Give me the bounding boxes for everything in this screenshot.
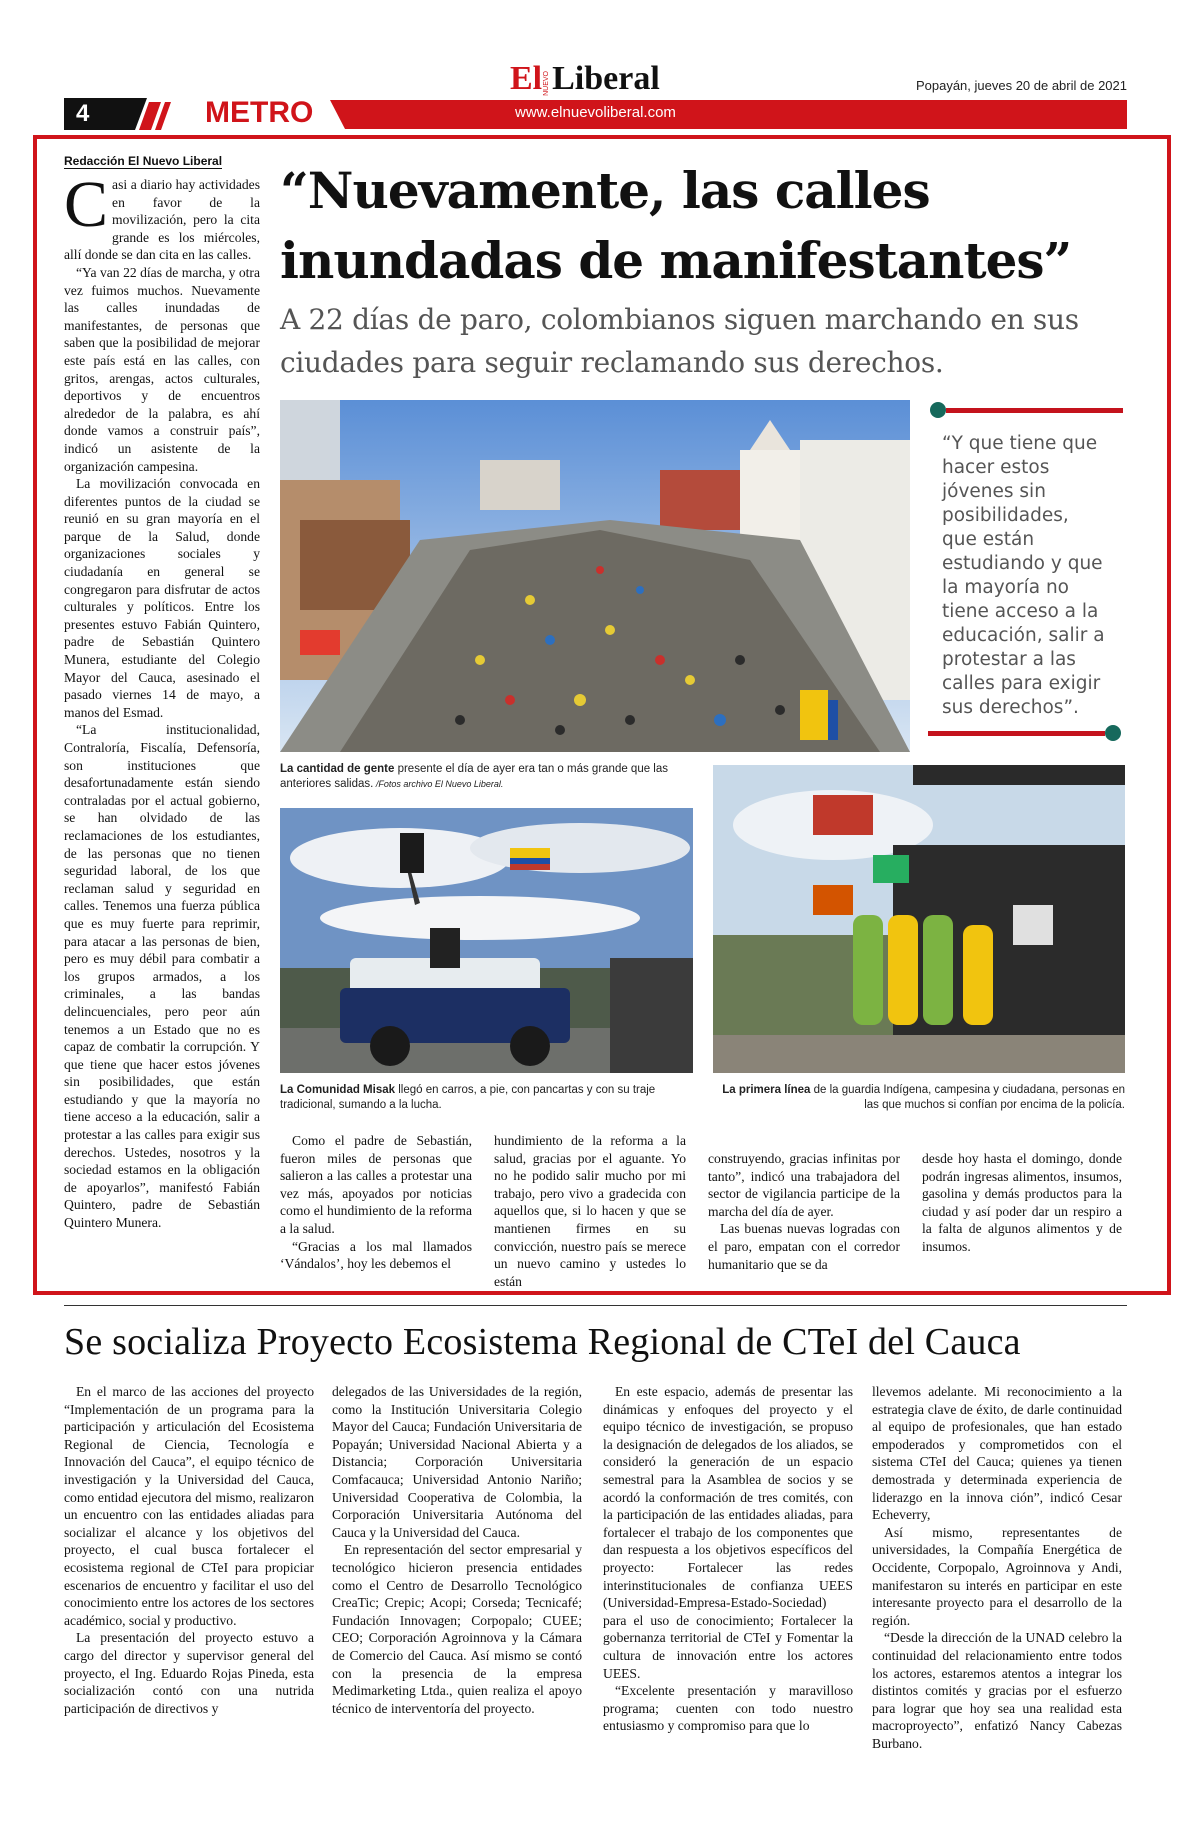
pullquote-rule-bottom [928, 731, 1105, 736]
paragraph: En el marco de las acciones del proyecto “Implementación de un programa para la participación y articulación del Ecosistema Regional de Ciencia, Tecnología e Innovación del Cauca”, el equipo técnico de investigación y la Universidad del Cauca, como entidad ejecutora del mismo, realizaron un encuentro con las entidades aliadas para socializar el alcance y los objetivos del proyecto, el cual busca fortalecer el ecosistema regional de CTeI para propiciar escenarios de encuentro y facilitar el uso del conocimiento entre los actores de los sectores académico, social y productivo. [64, 1384, 314, 1628]
page-number: 4 [64, 98, 179, 130]
caption-primera-linea: La primera línea de la guardia Indígena, campesina y ciudadana, personas en las que muchos si confían por encima de la policía. [722, 1084, 1125, 1111]
paragraph: “Desde la dirección de la UNAD celebro la continuidad del relacionamiento entre todos los actores, estaremos atentos a integrar los distintos comités y gracias por el esfuerzo para lograr que hoy sea una realidad esta macroproyecto”, enfatizó Nancy Cabezas Burbano. [872, 1630, 1122, 1751]
logo-el: El [510, 60, 543, 97]
header-red-bar [345, 100, 1127, 129]
paragraph: desde hoy hasta el domingo, donde podrán ingresas alimentos, insumos, gasolina y demás productos para la ciudad y así poder dar un respiro a la falta de algunos alimentos y de insumos. [922, 1151, 1122, 1254]
story2-column-4 [872, 1383, 1122, 1752]
header-bar-cut [330, 100, 345, 129]
story2-column-1 [64, 1383, 314, 1717]
drop-cap: C [64, 168, 109, 241]
subheadline: A 22 días de paro, colombianos siguen marchando en sus ciudades para seguir reclamando sus derechos. [280, 303, 1079, 379]
pullquote-dot-bottom [1105, 725, 1121, 741]
paragraph: En este espacio, además de presentar las dinámicas y enfoques del proyecto y el equipo técnico de investigación, se propuso la designación de delegados de los aliados, se consideró la generación de un espacio semestral para la Asamblea de socios y se acordó la conformación de tres comités, con la participación de las entidades aliadas, para fortalecer el trabajo de los componentes que dan respuesta a los objetivos específicos del proyecto: Fortalecer las redes interinstitucionales de confianza UEES (Universidad-Empresa-Estado-Sociedad) para el uso de conocimiento; Fortalecer la gobernanza territorial de CTeI y Fomentar la cultura de innovación entre los actores UEES. [603, 1384, 853, 1681]
paragraph: construyendo, gracias infinitas por tanto”, indicó una trabajadora del sector de vigilancia participe de la marcha del día de ayer. [708, 1151, 900, 1219]
paragraph: Como el padre de Sebastián, fueron miles de personas que salieron a las calles a protestar una vez más, apoyados por noticias como el hundimiento de la reforma a la salud. [280, 1133, 472, 1236]
headline: “Nuevamente, las calles inundadas de manifestantes” [280, 161, 1072, 290]
caption-misak: La Comunidad Misak llegó en carros, a pie, con pancartas y con su traje tradicional, sumando a la lucha. [280, 1084, 656, 1111]
paragraph: llevemos adelante. Mi reconocimiento a la estrategia clave de éxito, de darle continuidad al equipo de profesionales, que han estado empoderados y comprometidos con el sistema CTeI del Cauca; quienes ya tienen demostrada y determinada experiencia de liderazgo en la innova ción”, indicó Cesar Echeverry, [872, 1384, 1122, 1523]
paragraph: “Excelente presentación y maravilloso programa; cuenten con todo nuestro entusiasmo y compromiso para que lo [603, 1683, 853, 1734]
paragraph: Así mismo, representantes de universidades, la Compañía Energética de Occidente, Corpopalo, Agroinnova y Andi, manifestaron su interés en participar en este interesante proyecto para el desarrollo de la región. [872, 1524, 1122, 1628]
dateline: Popayán, jueves 20 de abril de 2021 [915, 78, 1127, 93]
page-number-stripes [125, 98, 185, 130]
paragraph: La movilización convocada en diferentes puntos de la ciudad se reunió en su gran mayoría en el parque de la Salud, donde organizaciones sociales y ciudadanía en general se congregaron para disfrutar de actos culturales y políticos. Entre los presentes estuvo Fabián Quintero, padre de Sebastián Quintero Munera, estudiante del Colegio Mayor del Cauca, asesinado el pasado viernes 14 de mayo, a manos del Esmad. [64, 476, 260, 720]
story2-column-3 [603, 1383, 853, 1735]
paragraph: La presentación del proyecto estuvo a cargo del director y supervisor general del proyecto, el Ing. Eduardo Rojas Pineda, esta socialización contó con una nutrida participación de directivos y [64, 1630, 314, 1716]
article-column-3 [494, 1132, 686, 1290]
paragraph: hundimiento de la reforma a la salud, gracias por el aguante. Yo no he podido salir mucho por mi trabajo, pero vivo a gradecida con aquellos que, si lo hacen y que se mantienen firmes en su convicción, nuestro país se merece un nuevo camino y ustedes lo están [494, 1133, 686, 1289]
paragraph: En representación del sector empresarial y tecnológico hicieron presencia entidades como el Centro de Desarrollo Tecnológico CreaTic; Crepic; Acopi; Corseda; Tecnicafé; Fundación Innovagen; Corpopalo; CUEE; CEO; Corporación Agroinnova y la Cámara de Comercio del Cauca. Así mismo se contó con la presencia de la empresa Medimarketing Ltda., quien realiza el apoyo técnico de interventoría del proyecto. [332, 1542, 582, 1716]
paragraph: Las buenas nuevas logradas con el paro, empatan con el corredor humanitario que se da [708, 1221, 900, 1272]
masthead-logo[interactable] [510, 62, 660, 96]
pullquote-dot-top [930, 402, 946, 418]
site-url[interactable]: www.elnuevoliberal.com [515, 104, 676, 121]
article-column-2 [280, 1132, 472, 1273]
paragraph: “La institucionalidad, Contraloría, Fiscalía, Defensoría, son instituciones que desafortunadamente están siendo contraladas por el actual gobierno, se han olvidado de las reclamaciones de los estudiantes, de las personas que no tienen seguridad laboral, de los que reclaman salud y seguridad en calles. Tenemos una fuerza pública que es muy fuerte para reprimir, para atacar a las personas de bien, pero es muy débil para combatir a los grupos armados, a los criminales, a las bandas delincuenciales, pero peor aún tenemos a un Estado que no es capaz de combatir la corrupción. Y que tiene que hacer estos jóvenes sin posibilidades, que están estudiando y que la mayoría no tiene acceso a la educación, salir a protestar a las calles para exigir sus derechos. Ustedes, nosotros y la sociedad estamos en la obligación de apoyarlos”, manifestó Fabián Quintero, padre de Sebastián Quintero Munera. [64, 722, 260, 1231]
pullquote-rule-top [946, 408, 1123, 413]
paragraph: “Ya van 22 días de marcha, y otra vez fuimos muchos. Nuevamente las calles inundadas de manifestantes, de personas que saben que la posibilidad de mejorar este país está en las calles, con gritos, arengas, actos culturales, deportivos y de encuentros alrededor de la palabra, es ahí donde vamos a construir país”, indicó un asistente de la organización campesina. [64, 264, 260, 474]
lead-paragraph: Casi a diario hay actividades en favor de la movilización, pero la cita grande es los miércoles, allí donde se dan cita en las calles. [64, 168, 260, 263]
story2-column-2 [332, 1383, 582, 1717]
section-title: METRO [205, 96, 314, 129]
article-column-4 [708, 1150, 900, 1273]
paragraph: “Gracias a los mal llamados ‘Vándalos’, hoy les debemos el [280, 1238, 472, 1272]
photo-street-march [280, 400, 910, 752]
story2-headline: Se socializa Proyecto Ecosistema Regional de CTeI del Cauca [64, 1321, 1021, 1363]
logo-liberal: Liberal [552, 60, 660, 97]
paragraph: delegados de las Universidades de la región, como la Institución Universitaria Colegio Mayor del Cauca; Fundación Universitaria de Popayán; Universidad Nacional Abierta y a Distancia; Corporación Universitaria Comfacauca; Universidad Antonio Nariño; Universidad Cooperativa de Colombia, la Corporación Universitaria Autónoma del Cauca y la Universidad del Cauca. [332, 1384, 582, 1540]
caption-street-march: La cantidad de gente presente el día de ayer era tan o más grande que las anteriores salidas. /Fotos archivo El Nuevo Liberal. [280, 763, 669, 790]
logo-nuevo: NUEVO [543, 71, 551, 96]
article-column-5 [922, 1150, 1122, 1256]
byline: Redacción El Nuevo Liberal [64, 154, 223, 168]
article-left-column [64, 168, 260, 1232]
pull-quote: “Y que tiene que hacer estos jóvenes sin posibilidades, que están estudiando y que la mayoría no tiene acceso a la educación, salir a protestar a las calles para exigir sus derechos”. [942, 433, 1105, 718]
section-divider [64, 1305, 1127, 1306]
photo-misak-jeep [280, 808, 693, 1073]
photo-primera-linea [713, 765, 1125, 1073]
